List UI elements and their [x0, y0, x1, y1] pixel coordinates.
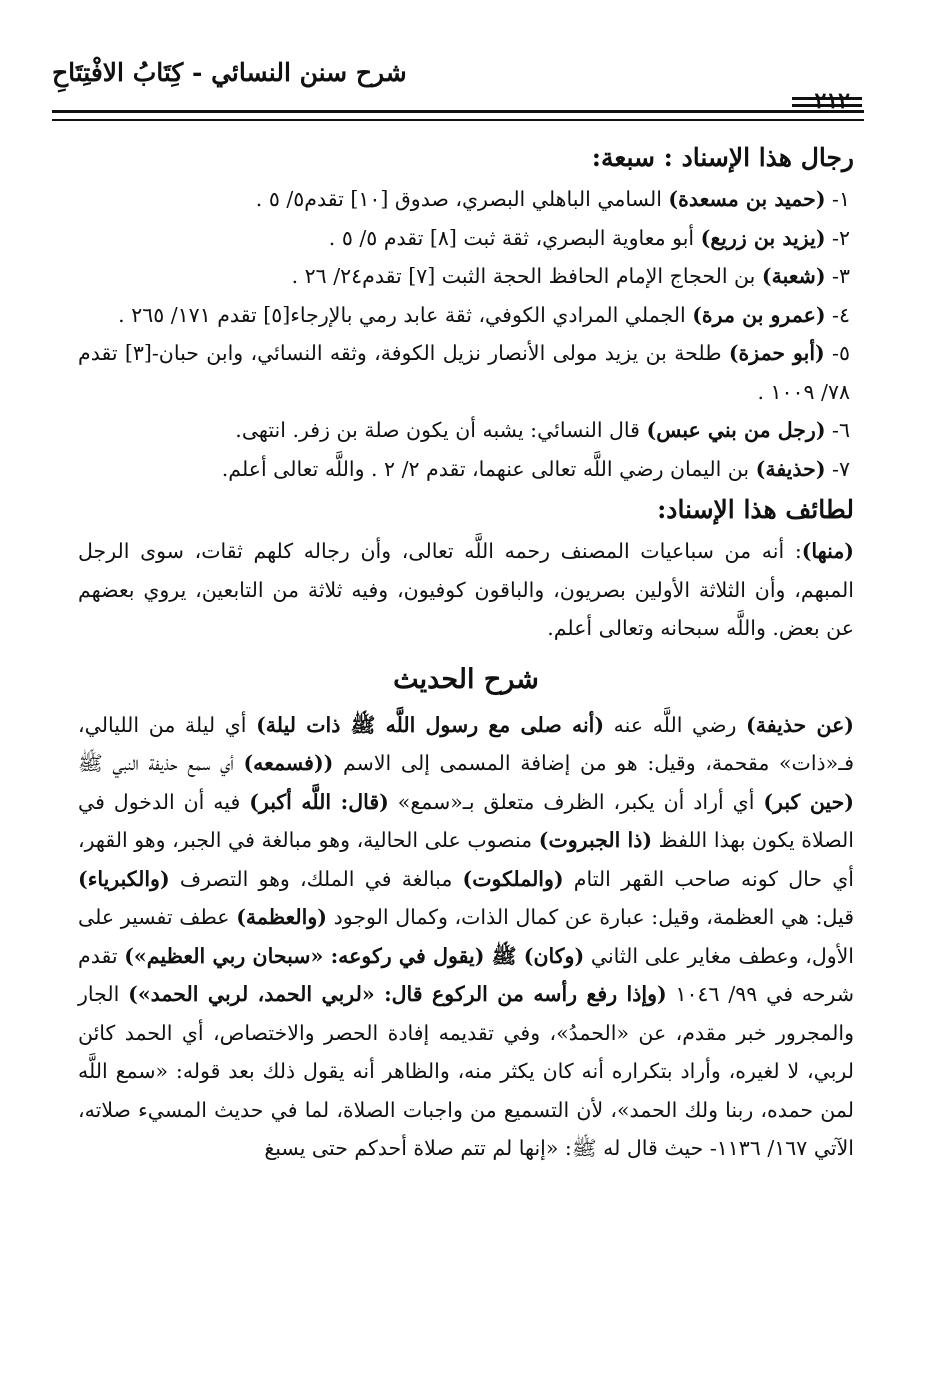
subtleties-heading: لطائف هذا الإسناد: [657, 495, 854, 524]
narrator-name: (حذيفة) [755, 456, 826, 481]
narrator-item [78, 257, 854, 296]
subtleties-paragraph [78, 532, 854, 648]
commentary-title: شرح الحديث [393, 663, 539, 695]
commentary-quote: ((فسمعه) [243, 751, 334, 775]
header-rule-short [792, 104, 862, 107]
commentary-quote: (أنه صلى مع رسول اللَّه ﷺ ذات ليلة) [256, 712, 605, 737]
commentary-text: الجار والمجرور خبر مقدم، عن «الحمدُ»، وفي تقديمه إفادة الحصر والاختصاص، أي الحمد كائن لربي، لا لغيره، وأراد بتكراره أنه كان يكثر منه، والظاهر أنه يقول ذلك بعد قوله: «سمع اللَّه لمن حمده، ربنا ولك الحمد»، لأن التسميع من واجبات الصلاة، لما في حديث المسيء صلاته، الآتي ١٦٧/ ١١٣٦- حيث قال له ﷺ: «إنها لم تتم صلاة أحدكم حتى يسبغ [78, 982, 854, 1160]
commentary-text: فيه أن الدخول في الصلاة يكون بهذا اللفظ [78, 789, 854, 852]
narrator-name: (شعبة) [761, 264, 826, 288]
commentary-quote: (عن حذيفة) [746, 712, 854, 737]
narrator-description: بن اليمان رضي اللَّه تعالى عنهما، تقدم ٢/ ٢ . واللَّه تعالى أعلم. [221, 456, 756, 481]
subtleties-text: : أنه من سباعيات المصنف رحمه اللَّه تعالى، وأن رجاله كلهم ثقات، سوى الرجل المبهم، وأن الثلاثة الأولين بصريون، والباقون كوفيون، وفيه ثلاثة من التابعين، يروي بعضهم عن بعض. واللَّه سبحانه وتعالى أعلم. [78, 539, 854, 640]
narrator-item [78, 296, 854, 335]
narrator-name: (أبو حمزة) [728, 341, 825, 365]
narrator-name: (رجل من بني عبس) [646, 418, 826, 442]
narrator-item [78, 450, 854, 489]
narrator-number: ٤- [825, 302, 850, 327]
commentary-quote: (وإذا رفع رأسه من الركوع قال: «لربي الحمد، لربي الحمد») [128, 982, 667, 1006]
header-rule [52, 110, 864, 113]
header-rule-short [792, 97, 862, 100]
commentary-text: أي أراد أن يكبر، الظرف متعلق بـ«سمع» [388, 789, 764, 814]
running-title: شرح سنن النسائي - كِتَابُ الافْتِتَاحِ [52, 58, 407, 87]
narrator-item [78, 411, 854, 450]
commentary-text: رضي اللَّه عنه [604, 712, 747, 737]
narrator-description: قال النسائي: يشبه أن يكون صلة بن زفر. انتهى. [235, 418, 647, 442]
narrator-list [78, 180, 854, 488]
narrator-description: بن الحجاج الإمام الحافظ الحجة الثبت [٧] تقدم٢٤/ ٢٦ . [291, 264, 762, 288]
page-number: ٢١٢ [814, 88, 850, 114]
narrator-number: ٦- [825, 418, 850, 442]
narrator-name: (حميد بن مسعدة) [668, 187, 826, 211]
narrator-item [78, 219, 854, 258]
narrator-description: أبو معاوية البصري، ثقة ثبت [٨] تقدم ٥/ ٥ . [328, 225, 701, 250]
narrator-description: الجملي المرادي الكوفي، ثقة عابد رمي بالإرجاء[٥] تقدم ١٧١/ ٢٦٥ . [118, 302, 693, 327]
commentary-quote: (والكبرياء) [78, 866, 170, 891]
commentary-paragraph [78, 706, 854, 1168]
narrator-number: ٧- [825, 456, 850, 481]
commentary-quote: (ذا الجبروت) [538, 828, 653, 852]
commentary-quote: (والملكوت) [462, 866, 564, 891]
commentary-text: تقدم شرحه في ٩٩/ ١٠٤٦ [78, 943, 854, 1006]
narrator-name: (يزيد بن زريع) [700, 225, 826, 250]
narrator-description: السامي الباهلي البصري، صدوق [١٠] تقدم٥/ ٥ . [255, 187, 669, 211]
commentary-text: قيل: هي العظمة، وقيل: عبارة عن كمال الذات، وكمال الوجود [326, 905, 854, 929]
narrator-item [78, 334, 854, 411]
narrator-item [78, 180, 854, 219]
commentary-quote: (حين كبر) [763, 789, 854, 814]
commentary-text: أي سمع حذيفة النبي ﷺ [78, 751, 244, 775]
commentary-text: أي ليلة من الليالي، فـ«ذات» مقحمة، وقيل: هو من إضافة المسمى إلى الاسم [78, 712, 854, 775]
subtleties-lead: (منها) [801, 539, 854, 563]
commentary-quote: (قال: اللَّه أكبر) [249, 789, 389, 814]
narrator-number: ٥- [824, 341, 850, 365]
page-body [78, 136, 854, 1168]
commentary-text: مبالغة في الملك، وهو التصرف [169, 866, 463, 891]
narrator-number: ٢- [825, 225, 850, 250]
header-rule [52, 119, 864, 121]
commentary-quote: (والعظمة) [236, 905, 327, 929]
narrators-heading: رجال هذا الإسناد : سبعة: [591, 143, 854, 172]
narrator-name: (عمرو بن مرة) [692, 302, 826, 327]
narrator-number: ١- [825, 187, 850, 211]
narrator-number: ٣- [825, 264, 850, 288]
commentary-quote: (وكان) ﷺ (يقول في ركوعه: «سبحان ربي العظيم») [124, 943, 585, 968]
narrator-description: طلحة بن يزيد مولى الأنصار نزيل الكوفة، وثقه النسائي، وابن حبان-[٣] تقدم ٧٨/ ١٠٠٩ . [78, 341, 850, 404]
commentary-text: عطف تفسير على الأول، وعطف مغاير على الثاني [78, 905, 855, 968]
commentary-text: منصوب على الحالية، وهو مبالغة في الجبر، وهو القهر، أي حال كونه صاحب القهر التام [78, 828, 854, 891]
